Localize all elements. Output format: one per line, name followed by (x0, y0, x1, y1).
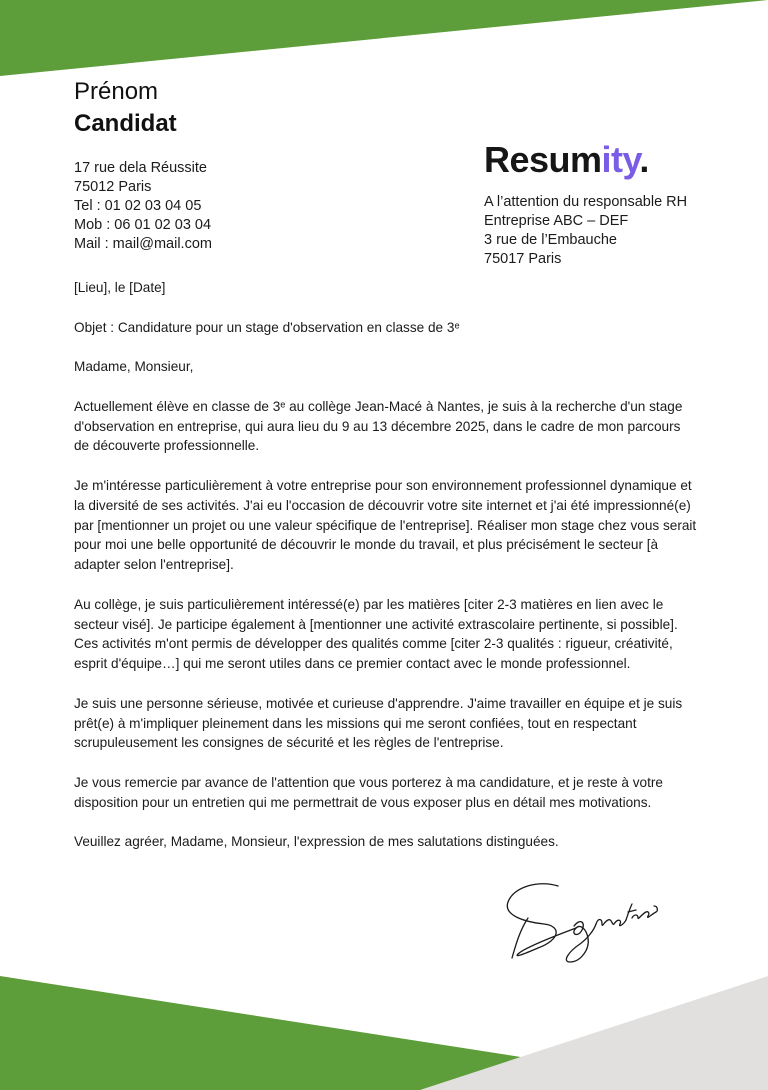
paragraph-closing: Veuillez agréer, Madame, Monsieur, l'expression de mes salutations distinguées. (74, 834, 559, 850)
recipient-company: Entreprise ABC – DEF (484, 213, 629, 229)
letter-body (74, 278, 698, 872)
logo-text-dot: . (639, 139, 649, 180)
sender-email: Mail : mail@mail.com (74, 236, 212, 252)
place-date: [Lieu], le [Date] (74, 280, 166, 295)
recipient-block (484, 193, 687, 269)
sender-address (74, 159, 212, 254)
sender-city: 75012 Paris (74, 179, 152, 195)
sender-mobile: Mob : 06 01 02 03 04 (74, 217, 212, 233)
recipient-city: 75017 Paris (484, 251, 562, 267)
recipient-attention: A l’attention du responsable RH (484, 194, 688, 210)
subject-line: Objet : Candidature pour un stage d'observation en classe de 3ᵉ (74, 319, 460, 335)
paragraph-personal-qualities: Je suis une personne sérieuse, motivée et curieuse d'apprendre. J'aime travailler en équipe et je suis prêt(e) à m'impliquer pleinement dans les missions qui me seront confiées, tout en respectant scrupuleusement les consignes de sécurité et les règles de l'entreprise. (74, 695, 683, 751)
greeting: Madame, Monsieur, (74, 359, 194, 375)
logo-text-accent: ity (601, 139, 640, 180)
paragraph-school-interests: Au collège, je suis particulièrement intéressé(e) par les matières [citer 2-3 matières en lien avec le secteur visé]. Je participe également à [mentionner une activité extrascolaire pertinente, si possible]. Ces activités m'ont permis de développer des qualités comme [citer 2-3 qualités : rigueur, créativité, esprit d'équipe…] qui me seront utiles dans ce premier contact avec le monde professionnel. (74, 596, 678, 672)
paragraph-thanks: Je vous remercie par avance de l'attention que vous porterez à ma candidature, et je reste à votre disposition pour un entretien qui me permettrait de vous exposer plus en détail mes motivations. (74, 774, 663, 810)
top-green-band (0, 0, 768, 80)
recipient-street: 3 rue de l’Embauche (484, 232, 617, 248)
sender-first-name: Prénom (74, 78, 159, 105)
sender-block (74, 76, 212, 254)
sender-phone: Tel : 01 02 03 04 05 (74, 198, 202, 214)
paragraph-intro: Actuellement élève en classe de 3ᵉ au collège Jean-Macé à Nantes, je suis à la recherche d'un stage d'observation en entreprise, qui aura lieu du 9 au 13 décembre 2025, dans le cadre de mon parcours de découverte professionnelle. (74, 398, 683, 454)
logo-text-main: Resum (484, 139, 602, 180)
sender-street: 17 rue dela Réussite (74, 160, 207, 176)
handwritten-signature (500, 878, 660, 968)
paragraph-company-interest: Je m'intéresse particulièrement à votre entreprise pour son environnement professionnel dynamique et la diversité de ses activités. J'ai eu l'occasion de découvrir votre site internet et j'ai été impressionné(e) par [mentionner un projet ou une valeur spécifique de l'entreprise]. Réaliser mon stage chez vous serait pour moi une belle opportunité de découvrir le monde du travail, et plus précisément le secteur [à adapter selon l'entreprise]. (74, 477, 697, 573)
bottom-decorative-bands (0, 960, 768, 1090)
resumity-logo (484, 136, 649, 184)
sender-last-name: Candidat (74, 110, 177, 137)
